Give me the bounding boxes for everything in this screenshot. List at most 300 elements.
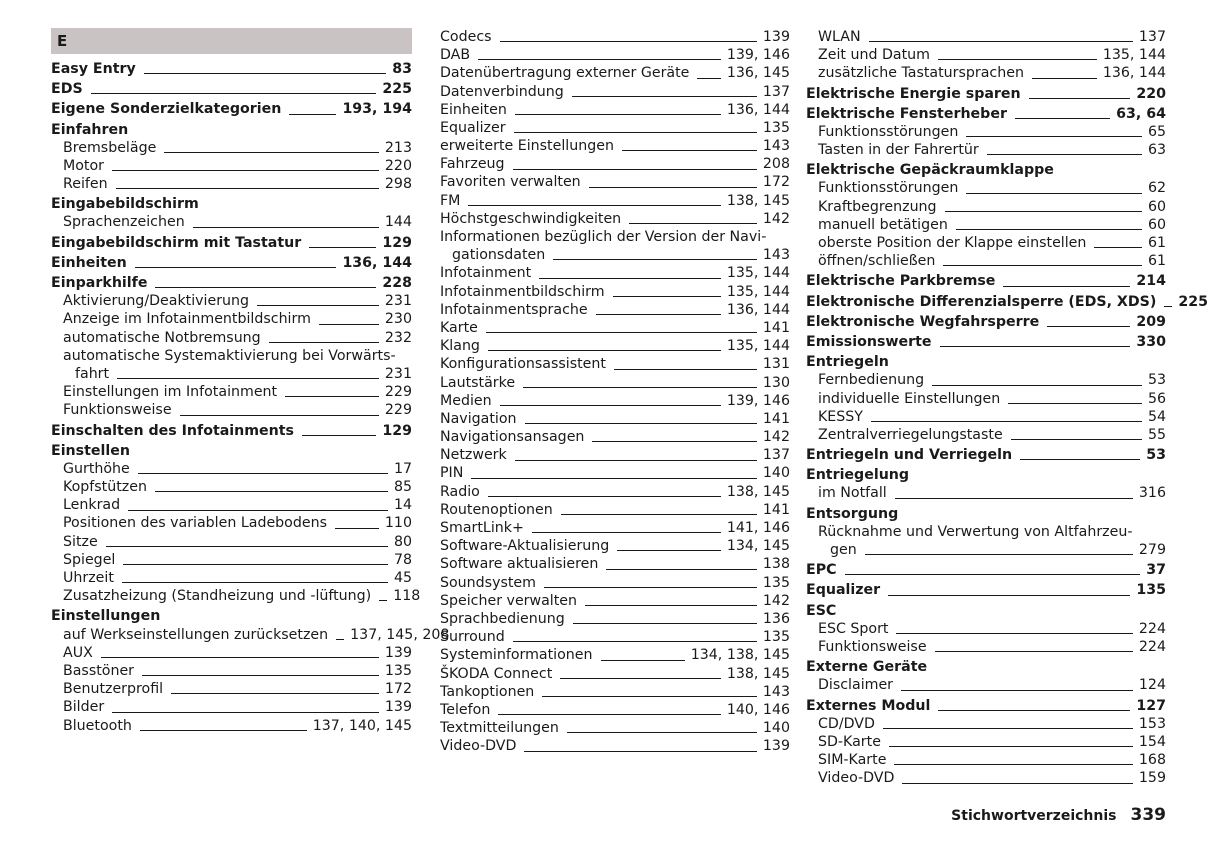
index-entry (440, 610, 790, 628)
entry-page: 129 (382, 422, 412, 439)
dot-leader (180, 415, 379, 416)
index-heading (806, 505, 1166, 523)
index-entry (440, 501, 790, 519)
index-heading (51, 274, 412, 292)
dot-leader (845, 574, 1141, 575)
dot-leader (966, 193, 1142, 194)
dot-leader (613, 296, 721, 297)
entry-page: 55 (1147, 426, 1166, 443)
entry-term: Kopfstützen (63, 479, 147, 496)
index-heading (806, 105, 1166, 123)
entry-page: 172 (384, 681, 412, 698)
dot-leader (155, 491, 388, 492)
index-entry (806, 371, 1166, 389)
entry-page: 172 (762, 174, 790, 191)
index-entry (440, 446, 790, 464)
index-entry (51, 551, 412, 569)
index-entry (806, 198, 1166, 216)
entry-term: Rücknahme und Verwertung von Altfahrzeu- (818, 523, 1133, 540)
index-entry (51, 533, 412, 551)
entry-page: 141 (762, 410, 790, 427)
entry-page: 279 (1138, 542, 1166, 559)
dot-leader (596, 314, 721, 315)
entry-page: 138 (762, 556, 790, 573)
dot-leader (544, 587, 757, 588)
dot-leader (1047, 326, 1130, 327)
dot-leader (938, 710, 1130, 711)
entry-term: Motor (63, 157, 104, 174)
dot-leader (335, 528, 379, 529)
dot-leader (1015, 118, 1110, 119)
index-entry (440, 337, 790, 355)
entry-page: 65 (1147, 123, 1166, 140)
entry-term: Karte (440, 319, 478, 336)
dot-leader (553, 259, 757, 260)
entry-term: DAB (440, 47, 471, 64)
index-heading (51, 234, 412, 252)
entry-term: Soundsystem (440, 574, 536, 591)
entry-term: Elektronische Differenzialsperre (EDS, XDS) (806, 293, 1157, 310)
entry-page: 224 (1138, 638, 1166, 655)
index-entry (806, 676, 1166, 694)
dot-leader (869, 41, 1133, 42)
entry-page: 209 (1136, 313, 1166, 330)
entry-term: Datenverbindung (440, 83, 564, 100)
entry-term: Radio (440, 483, 480, 500)
index-entry (806, 390, 1166, 408)
entry-term: Infotainment (440, 265, 532, 282)
index-entry (51, 175, 412, 193)
entry-term: Software-Aktualisierung (440, 538, 610, 555)
entry-page: 140, 146 (726, 701, 790, 718)
entry-page: 143 (762, 247, 790, 264)
entry-page: 110 (384, 515, 412, 532)
dot-leader (896, 633, 1132, 634)
dot-leader (117, 378, 379, 379)
entry-term: WLAN (818, 28, 861, 45)
dot-leader (1008, 403, 1142, 404)
entry-term: Elektrische Gepäckraumklappe (806, 162, 1054, 179)
entry-term: Navigation (440, 410, 517, 427)
entry-term: im Notfall (818, 485, 887, 502)
entry-page: 135, 144 (726, 338, 790, 355)
dot-leader (585, 605, 757, 606)
index-entry (806, 769, 1166, 787)
entry-page: 220 (1136, 85, 1166, 102)
entry-term: Einparkhilfe (51, 275, 148, 292)
index-entry (806, 620, 1166, 638)
entry-term: Einfahren (51, 121, 129, 138)
index-entry (440, 83, 790, 101)
dot-leader (629, 223, 757, 224)
entry-term: Infotainmentsprache (440, 301, 588, 318)
entry-term: Uhrzeit (63, 570, 114, 587)
dot-leader (164, 152, 379, 153)
entry-page: 142 (762, 210, 790, 227)
dot-leader (1164, 306, 1172, 307)
dot-leader (888, 595, 1130, 596)
index-entry-continuation (440, 246, 790, 264)
dot-leader (883, 728, 1133, 729)
dot-leader (525, 423, 757, 424)
entry-page: 208 (762, 156, 790, 173)
entry-page: 138, 145 (726, 192, 790, 209)
index-heading (806, 581, 1166, 599)
entry-term: Zusatzheizung (Standheizung und -lüftung) (63, 588, 372, 605)
page-number: 339 (1130, 805, 1166, 825)
dot-leader (112, 712, 379, 713)
entry-term: Tasten in der Fahrertür (818, 142, 979, 159)
entry-page: 229 (384, 402, 412, 419)
entry-page: 63, 64 (1116, 105, 1166, 122)
entry-page: 224 (1138, 620, 1166, 637)
entry-term: EPC (806, 562, 837, 579)
entry-term: Elektrische Parkbremse (806, 273, 996, 290)
dot-leader (285, 396, 379, 397)
entry-page: 137, 140, 145 (312, 717, 412, 734)
dot-leader (513, 641, 757, 642)
entry-term: Einheiten (440, 101, 507, 118)
entry-page: 53 (1147, 372, 1166, 389)
entry-term: Basstöner (63, 662, 135, 679)
dot-leader (871, 421, 1142, 422)
index-entry (51, 662, 412, 680)
index-heading (806, 602, 1166, 620)
dot-leader (123, 564, 388, 565)
dot-leader (943, 265, 1142, 266)
entry-term: Datenübertragung externer Geräte (440, 65, 690, 82)
dot-leader (901, 690, 1133, 691)
index-heading (806, 561, 1166, 579)
entry-term: Telefon (440, 701, 491, 718)
entry-term: individuelle Einstellungen (818, 390, 1001, 407)
index-entry (440, 119, 790, 137)
entry-term: Video-DVD (440, 738, 517, 755)
index-entry (440, 301, 790, 319)
index-entries-3 (806, 28, 1208, 788)
index-entry (51, 214, 412, 232)
index-entry (806, 715, 1166, 733)
entry-term: Netzwerk (440, 447, 507, 464)
entry-term: Benutzerprofil (63, 681, 164, 698)
entry-term: Bremsbeläge (63, 139, 157, 156)
entry-term-continuation: fahrt (75, 365, 110, 382)
entry-term: Elektrische Energie sparen (806, 85, 1021, 102)
entry-page: 136 (762, 610, 790, 627)
dot-leader (140, 730, 307, 731)
entry-term: Einstellungen im Infotainment (63, 384, 278, 401)
index-entry (806, 123, 1166, 141)
entry-page: 231 (384, 365, 412, 382)
index-entry-continuation (51, 365, 412, 383)
entry-page: 138, 145 (726, 483, 790, 500)
entry-term: Sprachenzeichen (63, 214, 185, 231)
dot-leader (513, 169, 757, 170)
index-entry (806, 252, 1166, 270)
entry-term: öffnen/schließen (818, 253, 936, 270)
entry-term: Gurthöhe (63, 460, 130, 477)
entry-term: Entsorgung (806, 505, 899, 522)
dot-leader (498, 714, 720, 715)
dot-leader (573, 623, 757, 624)
entry-page: 139 (384, 699, 412, 716)
dot-leader (542, 696, 757, 697)
dot-leader (1020, 459, 1140, 460)
dot-leader (138, 473, 388, 474)
index-heading (51, 60, 412, 78)
entry-term: Funktionsstörungen (818, 180, 959, 197)
entry-term: zusätzliche Tastatursprachen (818, 65, 1024, 82)
entry-term: manuell betätigen (818, 216, 948, 233)
entry-page: 63 (1147, 142, 1166, 159)
index-heading (51, 422, 412, 440)
dot-leader (515, 460, 757, 461)
entry-page: 135, 144 (726, 283, 790, 300)
dot-leader (524, 751, 756, 752)
entry-page: 62 (1147, 180, 1166, 197)
entry-term: Fernbedienung (818, 372, 925, 389)
dot-leader (155, 287, 376, 288)
index-entry (440, 101, 790, 119)
index-entry (806, 485, 1166, 503)
entry-page: 136, 144 (342, 254, 412, 271)
entry-term: SD-Karte (818, 733, 881, 750)
entry-term: Easy Entry (51, 60, 136, 77)
entry-page: 56 (1147, 390, 1166, 407)
entry-term: EDS (51, 81, 83, 98)
dot-leader (938, 59, 1097, 60)
index-heading (806, 272, 1166, 290)
entry-page: 232 (384, 329, 412, 346)
entry-page: 53 (1146, 447, 1166, 464)
dot-leader (500, 41, 757, 42)
index-entry (440, 137, 790, 155)
index-entry (806, 28, 1166, 46)
dot-leader (91, 93, 377, 94)
entry-page: 118 (393, 588, 421, 605)
dot-leader (539, 278, 721, 279)
entry-page: 214 (1136, 273, 1166, 290)
entry-page: 153 (1138, 715, 1166, 732)
dot-leader (515, 114, 721, 115)
index-entry (440, 64, 790, 82)
entry-page: 17 (393, 460, 412, 477)
dot-leader (289, 114, 336, 115)
dot-leader (592, 441, 756, 442)
index-entry (440, 46, 790, 64)
entry-page: 135 (1136, 582, 1166, 599)
index-entry (440, 737, 790, 755)
entry-term: Eigene Sonderzielkategorien (51, 101, 282, 118)
entry-term: Eingabebildschirm mit Tastatur (51, 234, 302, 251)
entry-term: Aktivierung/Deaktivierung (63, 293, 250, 310)
dot-leader (488, 350, 721, 351)
index-entry (51, 310, 412, 328)
entry-term: Reifen (63, 176, 108, 193)
entry-page: 131 (762, 356, 790, 373)
page-footer (951, 805, 1166, 825)
entry-term: Entriegeln (806, 354, 889, 371)
index-entry (806, 733, 1166, 751)
entry-term: Systeminformationen (440, 647, 593, 664)
entry-term: Funktionsweise (818, 638, 927, 655)
index-entry (440, 192, 790, 210)
dot-leader (257, 305, 379, 306)
index-heading (806, 697, 1166, 715)
dot-leader (895, 498, 1133, 499)
dot-leader (336, 639, 344, 640)
entry-page: 137 (1138, 28, 1166, 45)
index-entry (51, 717, 412, 735)
dot-leader (471, 478, 757, 479)
entry-term: Elektrische Fensterheber (806, 105, 1007, 122)
index-entry (440, 210, 790, 228)
index-entry (440, 537, 790, 555)
entry-term: Positionen des variablen Ladebodens (63, 515, 327, 532)
entry-term: Emissionswerte (806, 333, 932, 350)
dot-leader (144, 73, 387, 74)
entry-page: 78 (393, 551, 412, 568)
index-entry (440, 374, 790, 392)
index-entry (51, 496, 412, 514)
dot-leader (135, 267, 337, 268)
entry-page: 330 (1136, 333, 1166, 350)
index-column-2 (440, 28, 790, 756)
entry-page: 60 (1147, 216, 1166, 233)
index-entry (51, 626, 450, 644)
index-heading (806, 658, 1166, 676)
entry-term: Konfigurationsassistent (440, 356, 606, 373)
entry-page: 135 (762, 574, 790, 591)
index-heading (806, 313, 1166, 331)
index-heading (51, 607, 412, 625)
entry-page: 143 (762, 138, 790, 155)
index-entry (440, 319, 790, 337)
index-heading (51, 254, 412, 272)
entry-term: SmartLink+ (440, 520, 524, 537)
dot-leader (500, 405, 721, 406)
index-entry (440, 28, 790, 46)
dot-leader (589, 187, 757, 188)
entry-term: Equalizer (440, 119, 506, 136)
dot-leader (1029, 98, 1131, 99)
entry-term: ŠKODA Connect (440, 665, 553, 682)
dot-leader (112, 170, 379, 171)
entry-page: 140 (762, 720, 790, 737)
index-heading (51, 195, 412, 213)
index-entry (440, 592, 790, 610)
entry-page: 137, 145, 208 (350, 626, 450, 643)
entry-page: 124 (1138, 677, 1166, 694)
index-entry (440, 683, 790, 701)
entry-page: 144 (384, 214, 412, 231)
index-entry (51, 644, 412, 662)
index-heading (806, 333, 1166, 351)
index-entry (440, 555, 790, 573)
entry-term: Entriegeln und Verriegeln (806, 447, 1013, 464)
index-heading (51, 442, 412, 460)
entry-page: 213 (384, 139, 412, 156)
index-heading (51, 121, 412, 139)
entry-term: SIM-Karte (818, 752, 887, 769)
index-entries-2 (440, 28, 790, 756)
index-entry (806, 141, 1166, 159)
entry-page: 142 (762, 592, 790, 609)
entry-term: Codecs (440, 28, 492, 45)
entry-term: Einstellen (51, 442, 130, 459)
entry-page: 139 (762, 28, 790, 45)
dot-leader (902, 783, 1132, 784)
entry-term: CD/DVD (818, 715, 875, 732)
index-heading (806, 161, 1166, 179)
dot-leader (319, 324, 379, 325)
entry-term: Entriegelung (806, 467, 910, 484)
entry-term: FM (440, 192, 461, 209)
index-entry (806, 638, 1166, 656)
section-title: Stichwortverzeichnis (951, 808, 1117, 824)
entry-term: KESSY (818, 408, 863, 425)
index-entry (440, 701, 790, 719)
entry-term: Sprachbedienung (440, 610, 565, 627)
index-entry (51, 347, 412, 365)
index-entry (440, 665, 790, 683)
entry-term: Lautstärke (440, 374, 516, 391)
entry-page: 14 (393, 497, 412, 514)
entry-term: Disclaimer (818, 677, 894, 694)
index-entry (51, 157, 412, 175)
entry-page: 142 (762, 429, 790, 446)
entry-term: Anzeige im Infotainmentbildschirm (63, 311, 311, 328)
entry-page: 60 (1147, 198, 1166, 215)
dot-leader (309, 247, 376, 248)
entry-page: 154 (1138, 733, 1166, 750)
entry-term: ESC (806, 602, 837, 619)
dot-leader (468, 205, 720, 206)
dot-leader (302, 435, 376, 436)
entry-page: 141 (762, 319, 790, 336)
entry-term: Elektronische Wegfahrsperre (806, 313, 1040, 330)
index-entry (51, 460, 412, 478)
entry-term: Kraftbegrenzung (818, 198, 937, 215)
entry-term: Bluetooth (63, 717, 132, 734)
index-column-1 (51, 28, 450, 735)
index-entry (806, 751, 1166, 769)
entry-page: 316 (1138, 485, 1166, 502)
index-entry (440, 646, 790, 664)
entry-term-continuation: gen (830, 542, 857, 559)
dot-leader (601, 660, 685, 661)
entry-page: 220 (384, 157, 412, 174)
entry-page: 143 (762, 683, 790, 700)
dot-leader (142, 675, 379, 676)
index-entry (440, 264, 790, 282)
entry-page: 37 (1146, 562, 1166, 579)
entry-term: Externe Geräte (806, 659, 928, 676)
entry-term: Informationen bezüglich der Version der Navi- (440, 229, 767, 246)
entry-page: 135, 144 (1102, 47, 1166, 64)
dot-leader (1032, 78, 1097, 79)
dot-leader (956, 229, 1142, 230)
dot-leader (514, 132, 757, 133)
index-heading (806, 85, 1166, 103)
entry-term: Navigationsansagen (440, 429, 585, 446)
section-letter-header: E (51, 28, 412, 54)
entry-term: Lenkrad (63, 497, 121, 514)
entry-page: 136, 144 (1102, 65, 1166, 82)
index-entry (440, 574, 790, 592)
entry-term: Einschalten des Infotainments (51, 422, 295, 439)
entry-term: Sitze (63, 533, 98, 550)
